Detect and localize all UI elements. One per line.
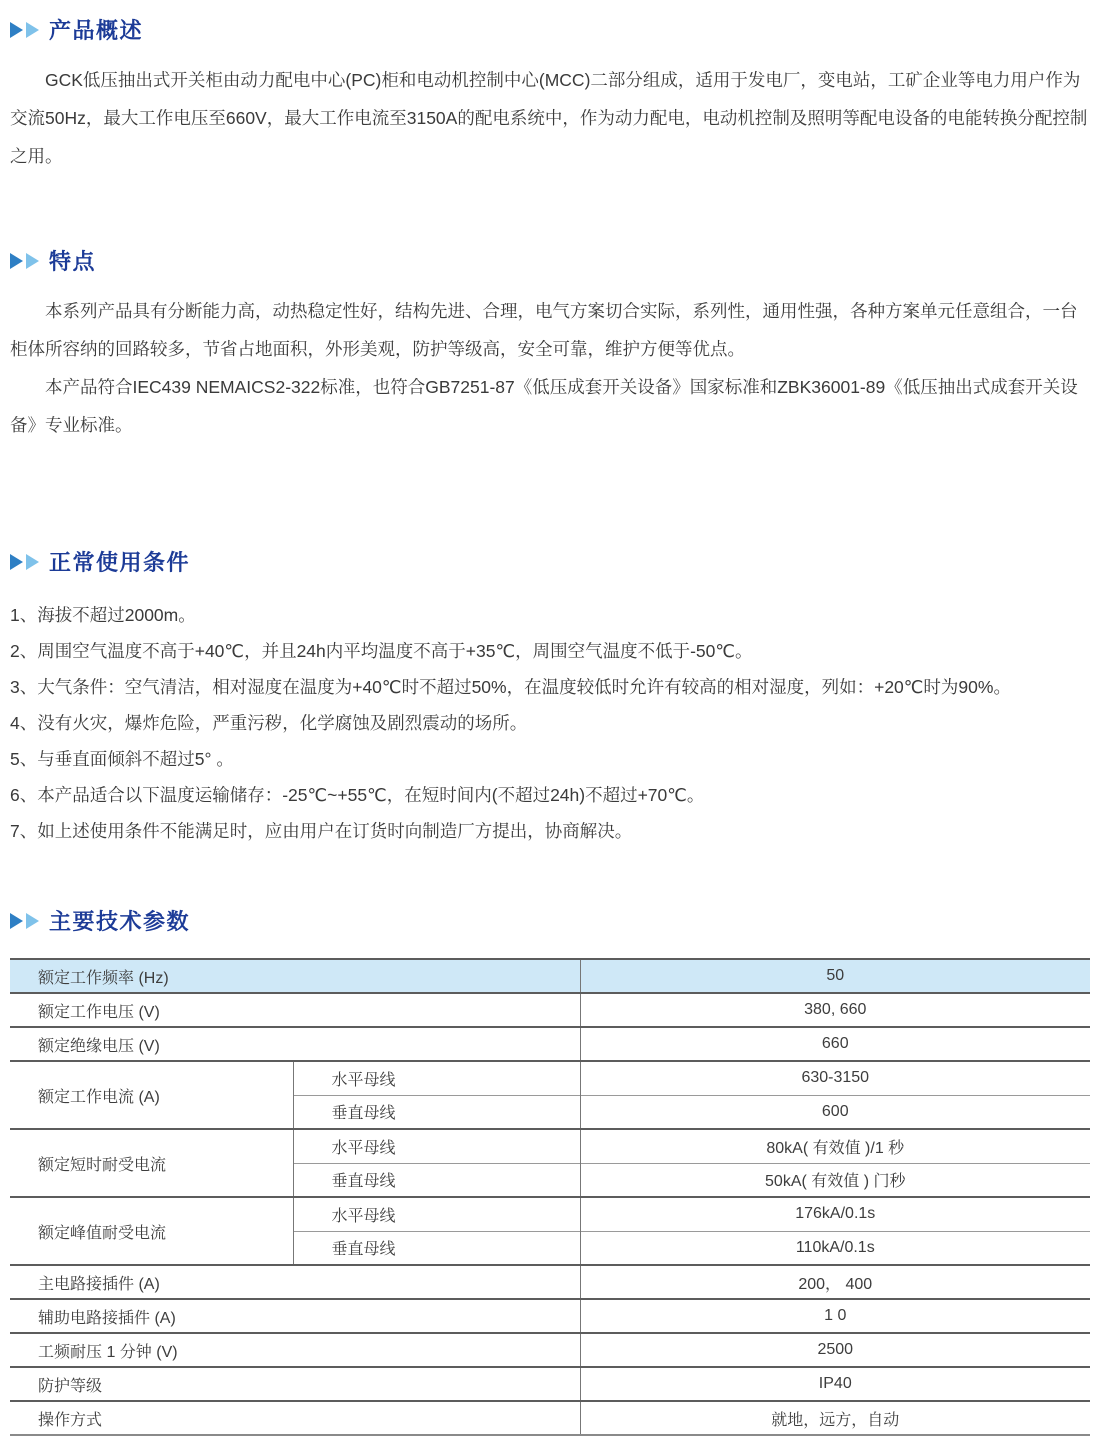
arrow-right-icon [26, 253, 39, 269]
param-label: 额定峰值耐受电流 [10, 1197, 293, 1265]
list-item: 6、本产品适合以下温度运输储存：-25℃~+55℃，在短时间内(不超过24h)不超过+70℃。 [10, 785, 705, 805]
section-title: 正常使用条件 [49, 550, 191, 575]
param-value: 50 [580, 959, 1090, 993]
param-value: 380, 660 [580, 993, 1090, 1027]
param-label: 额定工作电流 (A) [10, 1061, 293, 1129]
arrow-right-icon [10, 554, 23, 570]
list-item: 5、与垂直面倾斜不超过5° 。 [10, 749, 234, 769]
param-sub-label: 水平母线 [293, 1061, 580, 1095]
list-item: 2、周围空气温度不高于+40℃，并且24h内平均温度不高于+35℃，周围空气温度不低于-50℃。 [10, 641, 753, 661]
param-value: 110kA/0.1s [580, 1231, 1090, 1265]
param-label: 工频耐压 1 分钟 (V) [10, 1333, 580, 1367]
table-row [10, 959, 1090, 993]
section-title: 主要技术参数 [49, 909, 191, 934]
param-value: 630-3150 [580, 1061, 1090, 1095]
param-label: 防护等级 [10, 1367, 580, 1401]
list-item: 1、海拔不超过2000m。 [10, 605, 196, 625]
param-label: 辅助电路接插件 (A) [10, 1299, 580, 1333]
arrow-right-icon [26, 554, 39, 570]
param-label: 额定工作电压 (V) [10, 993, 580, 1027]
param-sub-label: 水平母线 [293, 1197, 580, 1231]
param-sub-label: 垂直母线 [293, 1095, 580, 1129]
param-value: 50kA( 有效值 ) 门秒 [580, 1163, 1090, 1197]
arrow-right-icon [10, 913, 23, 929]
table-row [10, 1367, 1090, 1401]
features-paragraph-2: 本产品符合IEC439 NEMAICS2-322标准，也符合GB7251-87《低压成套开关设备》国家标准和ZBK36001-89《低压抽出式成套开关设备》专业标准。 [10, 377, 1078, 435]
arrow-right-icon [10, 253, 23, 269]
param-label: 主电路接插件 (A) [10, 1265, 580, 1299]
table-row [10, 1197, 1090, 1231]
param-value: 80kA( 有效值 )/1 秒 [580, 1129, 1090, 1163]
param-sub-label: 垂直母线 [293, 1231, 580, 1265]
section-heading-overview [10, 14, 1090, 45]
section-heading-features [10, 245, 1090, 276]
param-label: 额定绝缘电压 (V) [10, 1027, 580, 1061]
param-value: 600 [580, 1095, 1090, 1129]
arrow-right-icon [26, 22, 39, 38]
param-value: 660 [580, 1027, 1090, 1061]
overview-paragraph: GCK低压抽出式开关柜由动力配电中心(PC)柜和电动机控制中心(MCC)二部分组成，适用于发电厂，变电站，工矿企业等电力用户作为交流50Hz，最大工作电压至660V，最大工作电流至3150A的配电系统中，作为动力配电，电动机控制及照明等配电设备的电能转换分配控制之用。 [10, 70, 1088, 166]
arrow-right-icon [10, 22, 23, 38]
param-value: IP40 [580, 1367, 1090, 1401]
table-row [10, 1061, 1090, 1095]
table-row [10, 1299, 1090, 1333]
section-heading-parameters [10, 905, 1090, 936]
table-row [10, 993, 1090, 1027]
list-item: 3、大气条件：空气清洁，相对湿度在温度为+40℃时不超过50%，在温度较低时允许有较高的相对湿度，列如：+20℃时为90%。 [10, 677, 1011, 697]
param-label: 操作方式 [10, 1401, 580, 1435]
param-label: 额定工作频率 (Hz) [10, 959, 580, 993]
section-title: 产品概述 [49, 18, 144, 43]
section-title: 特点 [49, 249, 97, 274]
features-paragraph-1: 本系列产品具有分断能力高，动热稳定性好，结构先进、合理，电气方案切合实际，系列性，通用性强，各种方案单元任意组合，一台柜体所容纳的回路较多，节省占地面积，外形美观，防护等级高，安全可靠，维护方便等优点。 [10, 301, 1078, 359]
list-item: 7、如上述使用条件不能满足时，应由用户在订货时向制造厂方提出，协商解决。 [10, 821, 633, 841]
param-value: 就地，远方，自动 [580, 1401, 1090, 1435]
table-row [10, 1265, 1090, 1299]
table-row [10, 1401, 1090, 1435]
param-value: 176kA/0.1s [580, 1197, 1090, 1231]
param-value: 200， 400 [580, 1265, 1090, 1299]
section-heading-conditions [10, 546, 1090, 577]
param-value: 1 0 [580, 1299, 1090, 1333]
list-item: 4、没有火灾，爆炸危险，严重污秽，化学腐蚀及剧烈震动的场所。 [10, 713, 528, 733]
param-label: 额定短时耐受电流 [10, 1129, 293, 1197]
arrow-right-icon [26, 913, 39, 929]
table-row [10, 1027, 1090, 1061]
param-value: 2500 [580, 1333, 1090, 1367]
param-sub-label: 垂直母线 [293, 1163, 580, 1197]
table-row [10, 1129, 1090, 1163]
table-row [10, 1333, 1090, 1367]
tech-params-table [10, 958, 1090, 1436]
conditions-list [10, 597, 1090, 849]
param-sub-label: 水平母线 [293, 1129, 580, 1163]
